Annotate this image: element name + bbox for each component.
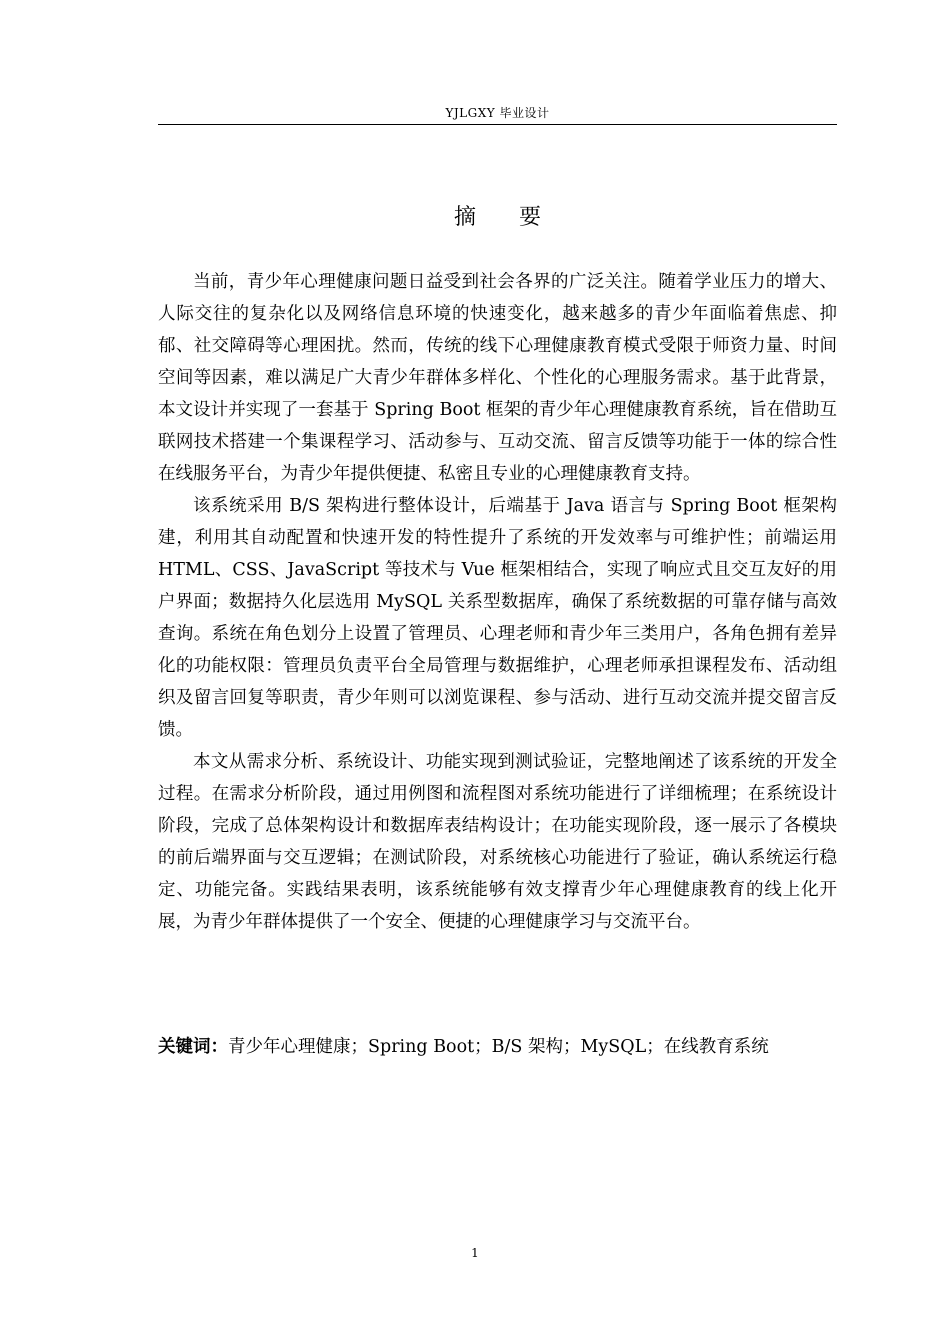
keywords-value: 青少年心理健康；Spring Boot；B/S 架构；MySQL；在线教育系统 — [228, 1037, 769, 1057]
abstract-paragraph-3: 本文从需求分析、系统设计、功能实现到测试验证，完整地阐述了该系统的开发全过程。在需求分析阶段，通过用例图和流程图对系统功能进行了详细梳理；在系统设计阶段，完成了总体架构设计和数据库表结构设计；在功能实现阶段，逐一展示了各模块的前后端界面与交互逻辑；在测试阶段，对系统核心功能进行了验证，确认系统运行稳定、功能完备。实践结果表明，该系统能够有效支撑青少年心理健康教育的线上化开展，为青少年群体提供了一个安全、便捷的心理健康学习与交流平台。 — [158, 752, 837, 932]
abstract-paragraph-1: 当前，青少年心理健康问题日益受到社会各界的广泛关注。随着学业压力的增大、人际交往的复杂化以及网络信息环境的快速变化，越来越多的青少年面临着焦虑、抑郁、社交障碍等心理困扰。然而，传统的线下心理健康教育模式受限于师资力量、时间空间等因素，难以满足广大青少年群体多样化、个性化的心理服务需求。基于此背景，本文设计并实现了一套基于 Spring Boot 框架的青少年心理健康教育系统，旨在借助互联网技术搭建一个集课程学习、活动参与、互动交流、留言反馈等功能于一体的综合性在线服务平台，为青少年提供便捷、私密且专业的心理健康教育支持。 — [158, 272, 837, 484]
abstract-title: 摘 要 — [454, 205, 559, 230]
page-number: 1 — [471, 1246, 479, 1260]
abstract-paragraph-2: 该系统采用 B/S 架构进行整体设计，后端基于 Java 语言与 Spring Boot 框架构建，利用其自动配置和快速开发的特性提升了系统的开发效率与可维护性；前端运用 HTML、CSS、JavaScript 等技术与 Vue 框架相结合，实现了响应式且交互友好的用户界面；数据持久化层选用 MySQL 关系型数据库，确保了系统数据的可靠存储与高效查询。系统在角色划分上设置了管理员、心理老师和青少年三类用户，各角色拥有差异化的功能权限：管理员负责平台全局管理与数据维护，心理老师承担课程发布、活动组织及留言回复等职责，青少年则可以浏览课程、参与活动、进行互动交流并提交留言反馈。 — [158, 496, 837, 740]
page-header — [158, 104, 837, 125]
keywords-label: 关键词： — [158, 1037, 228, 1057]
abstract-body — [158, 266, 837, 938]
header-text: YJLGXY 毕业设计 — [445, 106, 550, 120]
keywords-line — [158, 1032, 837, 1062]
